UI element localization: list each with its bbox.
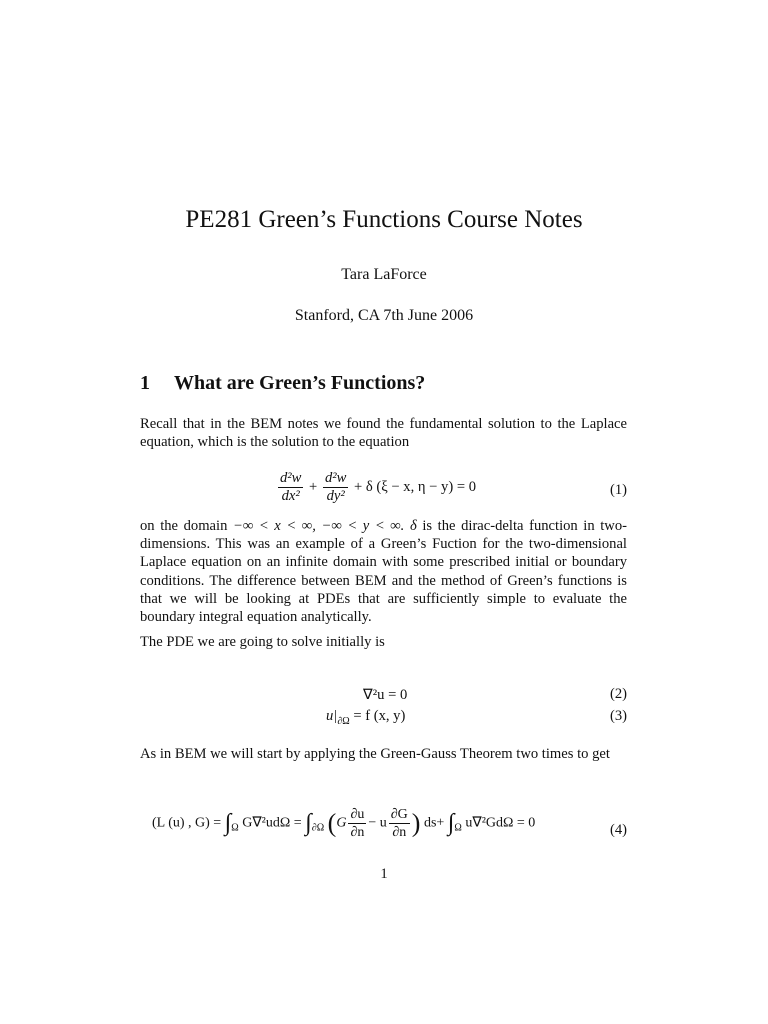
integral-sign: ∫ xyxy=(305,810,312,836)
equation-number-4: (4) xyxy=(609,822,627,838)
text: is the dirac-delta function in two-dimensions. This was an example of a Green’s Fuction for the two-dimensional Laplace equation on an infinite domain with some prescribed initial or boundary conditions. The difference between BEM and the method of Green’s functions is that we will be looking at PDEs that are sufficiently simple to evaluate the boundary integral equation analytically. xyxy=(140,518,628,626)
paragraph-pde: The PDE we are going to solve initially is xyxy=(140,634,385,650)
paren-open: ( xyxy=(327,808,337,838)
fraction xyxy=(278,470,303,505)
numerator: ∂G xyxy=(390,807,408,822)
section-number: 1 xyxy=(140,372,150,394)
equation-lhs: u| xyxy=(326,708,338,724)
numerator: d²w xyxy=(280,470,302,486)
text: on the domain xyxy=(140,518,228,534)
denominator: ∂n xyxy=(350,825,365,840)
equation-term: G∇²udΩ = xyxy=(242,815,302,831)
paragraph-green-gauss: As in BEM we will start by applying the Green-Gauss Theorem two times to get xyxy=(140,746,610,762)
math-inline: −∞ < y < ∞. xyxy=(321,518,405,534)
fraction xyxy=(323,470,348,505)
paren-close: ) xyxy=(411,808,421,838)
paragraph-domain xyxy=(140,517,627,626)
math-inline: δ xyxy=(409,518,417,534)
document-title: PE281 Green’s Functions Course Notes xyxy=(185,206,583,233)
denominator: dx² xyxy=(281,488,300,504)
equation-term: G xyxy=(336,815,347,831)
equation-1: $\frac{\text{d²w}}{\text{dx²}}$ + $\frac{\text{d²w}}{\text{dy²}}$ + δ (ξ − x, η − y) = 0 xyxy=(280,470,477,504)
author-name: Tara LaForce xyxy=(341,266,427,283)
page-number: 1 xyxy=(380,866,388,882)
subscript: Ω xyxy=(231,822,239,834)
subscript: ∂Ω xyxy=(311,822,325,834)
equation-number-3: (3) xyxy=(609,708,627,724)
denominator: dy² xyxy=(326,488,345,504)
paragraph-intro: Recall that in the BEM notes we found the fundamental solution to the Laplace equation, which is the solution to the equation xyxy=(140,416,627,451)
fraction xyxy=(348,806,366,841)
equation-number-1: (1) xyxy=(609,482,627,498)
section-heading xyxy=(140,372,425,395)
equation-tail: + δ (ξ − x, η − y) = 0 xyxy=(354,478,477,495)
numerator: d²w xyxy=(324,470,347,486)
equation-number-2: (2) xyxy=(609,686,627,702)
fraction xyxy=(389,806,410,841)
numerator: ∂u xyxy=(350,807,365,822)
equation-2 xyxy=(363,686,407,704)
section-title: What are Green’s Functions? xyxy=(174,372,426,394)
equation-4 xyxy=(152,806,535,841)
math-inline: −∞ < x < ∞, xyxy=(233,518,316,534)
equation-term: ds+ xyxy=(423,815,445,831)
dateline: Stanford, CA 7th June 2006 xyxy=(294,307,474,324)
denominator: ∂n xyxy=(392,825,407,840)
equation-term: u∇²GdΩ = 0 xyxy=(465,815,536,831)
equation-3 xyxy=(326,708,405,727)
integral-sign: ∫ xyxy=(224,810,232,836)
equation-term: − u xyxy=(368,815,387,831)
subscript: ∂Ω xyxy=(337,715,350,727)
integral-sign: ∫ xyxy=(447,810,455,836)
equation-lhs: (L (u) , G) = xyxy=(152,815,222,831)
equation-rhs: = f (x, y) xyxy=(353,708,406,724)
subscript: Ω xyxy=(454,822,462,834)
equation-text: ∇²u = 0 xyxy=(363,687,408,703)
